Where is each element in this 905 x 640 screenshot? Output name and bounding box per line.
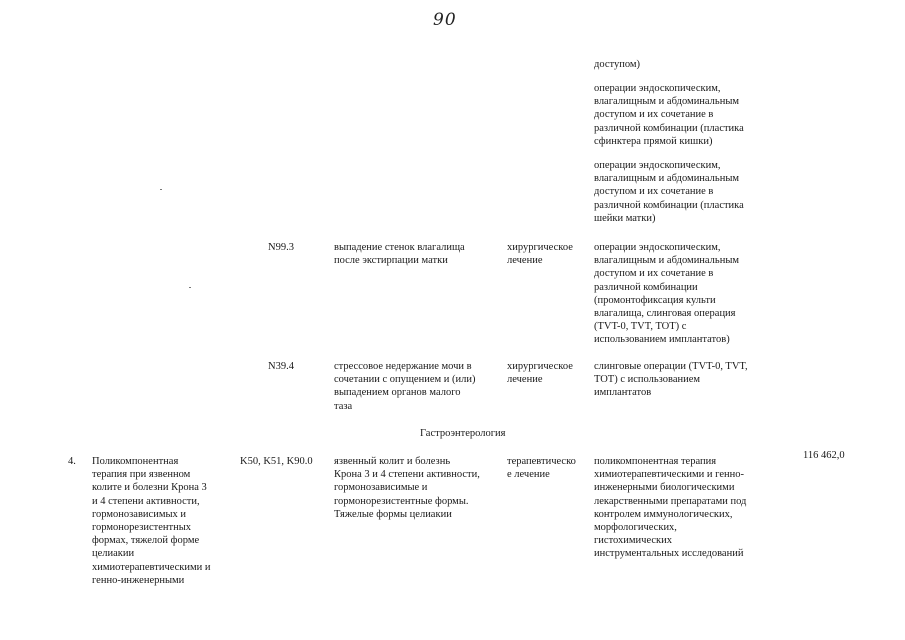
treatment-cell: терапевтическо е лечение — [507, 456, 576, 481]
method-cell: операции эндоскопическим, влагалищным и абдоминальным доступом и их сочетание в различной комбинации (пластика шейки матки) — [594, 160, 744, 224]
page-number: 90 — [433, 10, 457, 30]
diagnosis-cell: язвенный колит и болезнь Крона 3 и 4 степени активности, гормонозависимые и гормонорезистентные формы. Тяжелые формы целиакии — [334, 456, 480, 520]
diagnosis-cell: стрессовое недержание мочи в сочетании с опущением и (или) выпадением органов малого таза — [334, 361, 476, 412]
code-cell: N99.3 — [268, 242, 294, 253]
scan-speck — [160, 189, 162, 190]
treatment-cell: хирургическое лечение — [507, 242, 573, 267]
method-cell: поликомпонентная терапия химиотерапевтическими и генно- инженерными биологическими лекарственными препаратами под контролем иммунологических, морфологических, гистохимических инструментальных исследований — [594, 456, 747, 560]
code-cell: N39.4 — [268, 361, 294, 372]
method-cell-continuation: доступом) — [594, 59, 641, 70]
care-type-name: Поликомпонентная терапия при язвенном колите и болезни Крона 3 и 4 степени активности, гормонозависимых и гормонорезистентных формах, тяжелой форме целиакии химиотерапевтическими и генно-инженерными — [92, 456, 211, 586]
code-cell: K50, K51, K90.0 — [240, 456, 313, 467]
entry-number: 4. — [68, 456, 76, 467]
diagnosis-cell: выпадение стенок влагалища после экстирпации матки — [334, 242, 465, 267]
scan-speck — [189, 287, 191, 288]
cost-cell: 116 462,0 — [803, 450, 845, 461]
method-cell: операции эндоскопическим, влагалищным и абдоминальным доступом и их сочетание в различной комбинации (промонтофиксация культи влагалища, слинговая операция (TVT-0, TVT, TOT) с использованием имплантатов) — [594, 242, 740, 346]
treatment-cell: хирургическое лечение — [507, 361, 573, 386]
method-cell: операции эндоскопическим, влагалищным и абдоминальным доступом и их сочетание в различной комбинации (пластика сфинктера прямой кишки) — [594, 83, 744, 147]
method-cell: слинговые операции (TVT-0, TVT, TOT) с использованием имплантатов — [594, 361, 748, 399]
section-title: Гастроэнтерология — [420, 428, 506, 439]
